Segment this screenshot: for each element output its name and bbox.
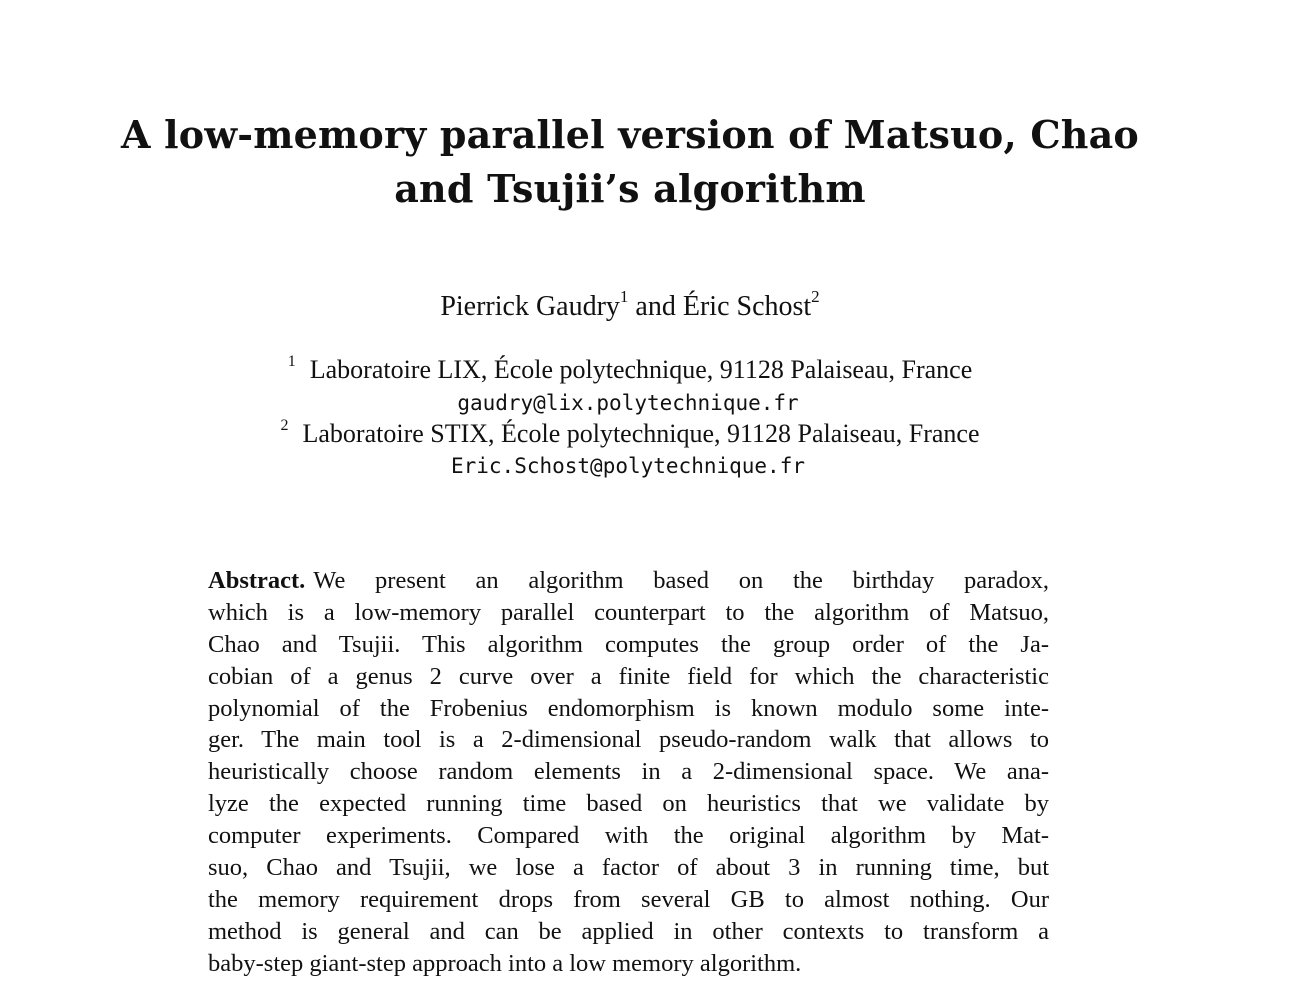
author-name-2: Éric Schost [682, 291, 812, 322]
abstract-line-7: heuristically choose random elements in a 2-dimensional space. We ana- [208, 758, 1049, 786]
author-name-1: Pierrick Gaudry [440, 291, 620, 322]
abstract-text-1: We present an algorithm based on the birthday paradox, [313, 567, 1049, 594]
affiliation-mark-2: 2 [280, 417, 289, 434]
affiliation-1 [0, 354, 1260, 386]
abstract-line-8: lyze the expected running time based on heuristics that we validate by [208, 790, 1049, 818]
email-1[interactable]: gaudry@lix.polytechnique.fr [457, 391, 799, 415]
abstract-line-2: which is a low-memory parallel counterpart to the algorithm of Matsuo, [208, 598, 1049, 626]
abstract-label: Abstract. [208, 567, 306, 594]
author-list [0, 287, 1260, 327]
affiliation-2 [0, 418, 1260, 450]
affiliation-mark-1: 1 [287, 353, 296, 370]
paper-title-line-2: and Tsujii’s algorithm [394, 166, 866, 211]
abstract-line-9: computer experiments. Compared with the original algorithm by Mat- [208, 822, 1049, 850]
abstract [208, 565, 1049, 980]
affiliation-text-1: Laboratoire LIX, École polytechnique, 91128 Palaiseau, France [309, 355, 973, 384]
abstract-line-13: baby-step giant-step approach into a low memory algorithm. [208, 949, 802, 977]
abstract-line-1 [208, 565, 1049, 597]
paper-title-line-1: A low-memory parallel version of Matsuo, Chao [121, 112, 1139, 157]
paper-title [110, 108, 1150, 216]
abstract-line-11: the memory requirement drops from several GB to almost nothing. Our [208, 885, 1049, 913]
abstract-line-10: suo, Chao and Tsujii, we lose a factor of about 3 in running time, but [208, 854, 1049, 882]
affiliation-text-2: Laboratoire STIX, École polytechnique, 91128 Palaiseau, France [302, 419, 980, 448]
abstract-line-5: polynomial of the Frobenius endomorphism is known modulo some inte- [208, 694, 1049, 722]
author-affiliation-mark-2: 2 [811, 287, 820, 306]
abstract-line-4: cobian of a genus 2 curve over a finite field for which the characteristic [208, 662, 1049, 690]
email-2[interactable]: Eric.Schost@polytechnique.fr [450, 454, 805, 478]
abstract-line-3: Chao and Tsujii. This algorithm computes the group order of the Ja- [208, 630, 1049, 658]
author-affiliation-mark-1: 1 [619, 287, 629, 306]
author-connector: and [635, 291, 676, 322]
abstract-line-6: ger. The main tool is a 2-dimensional pseudo-random walk that allows to [208, 726, 1049, 754]
abstract-line-12: method is general and can be applied in other contexts to transform a [208, 917, 1049, 945]
